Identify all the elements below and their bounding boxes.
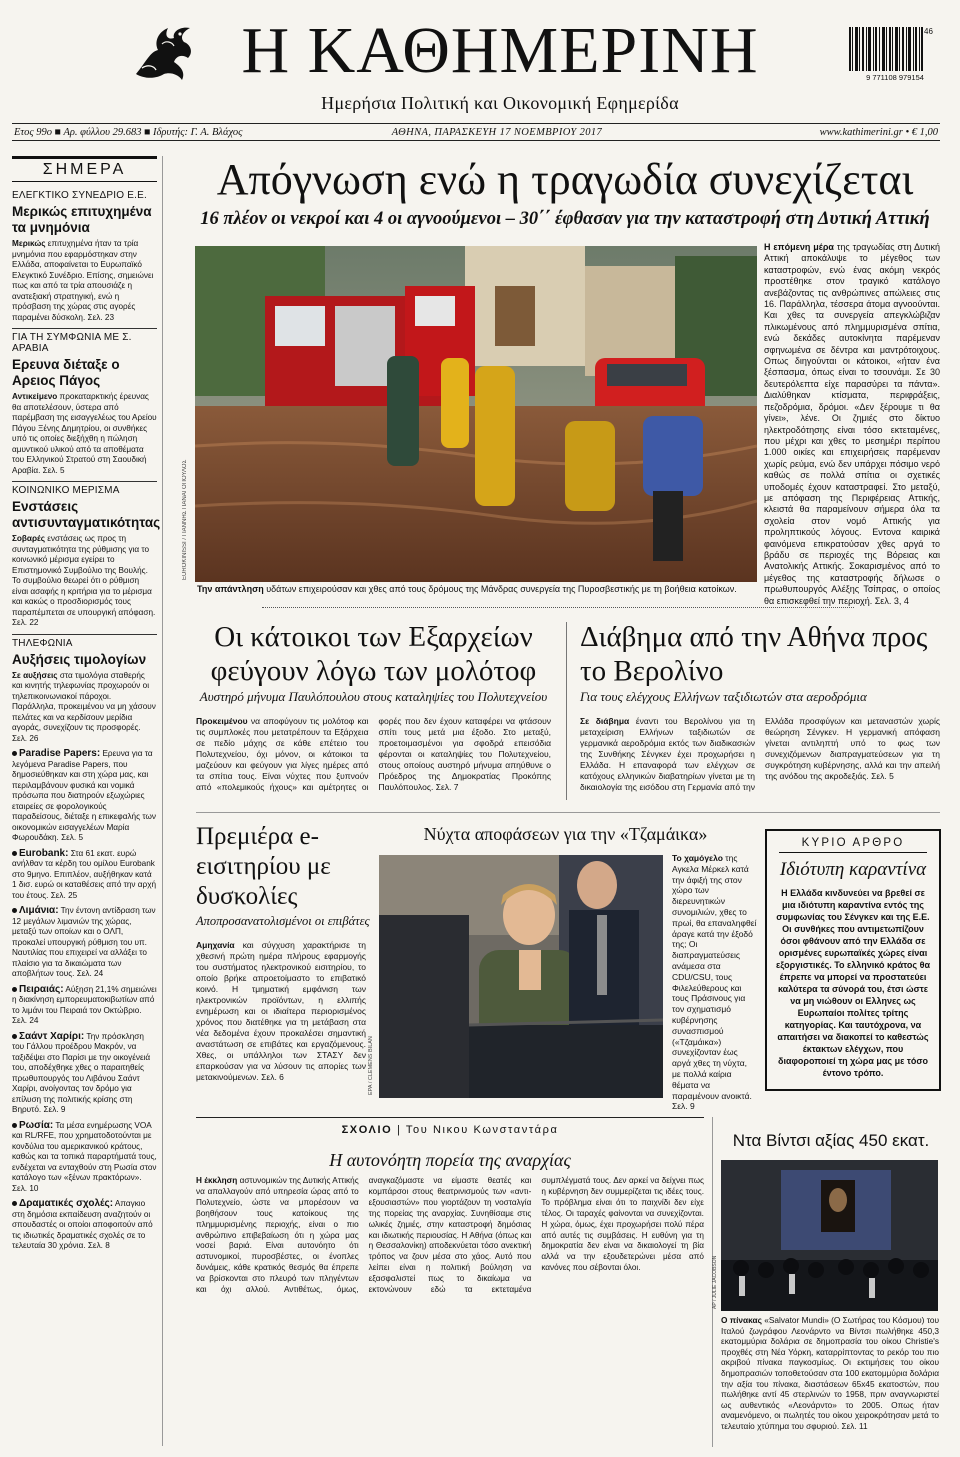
exarcheia-headline[interactable]: Οι κάτοικοι των Εξαρχείων φεύγουν λόγω των μολότοφ xyxy=(210,621,537,687)
photo-credit: EUROKINISSI / ΓΙΑΝΝΗΣ ΠΑΝΑΓΟΠΟΥΛΟΣ xyxy=(182,459,188,580)
sidebar-category: ΚΟΙΝΩΝΙΚΟ ΜΕΡΙΣΜΑ xyxy=(12,481,157,496)
sidebar-block[interactable] xyxy=(12,328,157,476)
sidebar-bullet[interactable]: Πειραιάς: Αύξηση 21,1% σημειώνει η διακίνηση εμπορευματοκιβωτίων από το λιμάνι του Πειραιά τον Οκτώβριο. Σελ. 24 xyxy=(12,983,157,1025)
editorial-box[interactable] xyxy=(765,829,941,1091)
exarcheia-subhead: Αυστηρό μήνυμα Παυλόπουλου στους καταληψίες του Πολυτεχνείου xyxy=(199,689,548,704)
ticket-body: Αμηχανία και σύγχυση χαρακτήρισε τη χθεσινή πρώτη ημέρα πλήρους εφαρμογής του συστήματος ηλεκτρονικού εισιτηρίου, το οποίο βρήκε απροετοίμαστο το επιβατικό κοινό. Η τμηματική εμφάνιση των ηλεκτρονικών προϊόντων, η ελλιπής ενημέρωση και οι ιδιαίτερα περιορισμένος χρόνος που διατέθηκε για τη μετάβαση στα νέα δεδομένα έχουν προκαλέσει σημαντική αναστάτωση σε επιβάτες και εργαζόμενους. Χθες, οι υπάλληλοι των ΣΤΑΣΥ δεν επαρκούσαν για να λύσουν τις απορίες των μετακινούμενων. Σελ. 6 xyxy=(196,940,366,1082)
berlin-subhead: Για τους ελέγχους Ελλήνων ταξιδιωτών στα αεροδρόμια xyxy=(580,689,867,704)
berlin-body: Σε διάβημα έναντι του Βερολίνου για τη μεταχείριση Ελλήνων ταξιδιωτών σε γερμανικά αεροδρόμια εκτός των διαδικασιών της Συνθήκης Σένγκεν έχει προχωρήσει η Ελλάδα. Η επαναφορά των ελέγχων σε κατόχους ελληνικών διαβατηρίων γίνεται με τη δικαιολογία της εισόδου στη Γερμανία από την Ελλάδα προσφύγων και μεταναστών χωρίς θεώρηση Σένγκεν. Η γερμανική απόφαση γίνεται αντιληπτή υπό το φως των συνεχιζόμενων διαπραγματεύσεων για τη συγκρότηση κυβέρνησης, αλλά και την απειλή της ανόδου της ακροδεξιάς. Σελ. 5 xyxy=(580,716,940,792)
bullet-icon xyxy=(12,851,17,856)
bullet-icon xyxy=(12,1034,17,1039)
sidebar-category: ΕΛΕΓΚΤΙΚΟ ΣΥΝΕΔΡΙΟ Ε.Ε. xyxy=(12,190,147,201)
comment-body: Η έκκληση αστυνομικών της Δυτικής Αττικής να απαλλαγούν από υπηρεσία ώρας από το Πολυτεχνείο, ώστε να μπορέσουν να βοηθήσουν τους κατοίκους της πλημμυρισμένης περιοχής, είναι ο πιο ανθρώπινο επιβεβαίωση ότι η χώρα μας νοσεί βαριά. Είναι αυτονόητο ότι αστυνομικοί, πυροσβέστες, οι ένοπλες δυνάμεις, κάθε κρατικός θεσμός θα έπρεπε να βρίσκονται στο πλευρό των πληγέντων και όχι αλλού. Αντιθέτως, όμως, αναγκαζόμαστε να είμαστε θεατές και κομπάρσοι στους θεατρινισμούς των «αντι-εξουσιαστών» που γιορτάζουν τη νοσταλγία της πορείας της αναρχίας. Συνηθίσαμε στις ωλικές ζημιές, στην καταστροφή δημόσιας και ιδιωτικής περιουσίας. Η Αθήνα (όπως και η Θεσσαλονίκη) αποδεκνύεται τόσο ανεκτική τρόπος να ζουν μέσα στο χάος. Αυτό που λείπει είναι η πολιτική βούληση να εξασφαλιστεί πως το δικαίωμα να εκτονώνουν εδώ τα εκτεταμένα συμπλέγματά τους. Δεν αρκεί να δείχνει πως η κυβέρνηση δεν συμμερίζεται τις ιδέες τους. Το πρόβλημα είναι ότι το παιχνίδι δεν είχε τέλος. Οι ταραχές φαίνονται να συνεχίζονται. Η χώρα, όμως, έχει προχωρήσει πολύ πέρα από αυτές τις συμβάσεις. Η ευθύνη για τη δημοκρατία δεν είναι να δικαιολογεί τη βία αλλά να την εξουδετερώνει μέσα από κανόνες που σέβονται όλοι. xyxy=(196,1176,704,1295)
masthead-title: Η ΚΑΘΗΜΕΡΙΝΗ xyxy=(241,14,759,87)
davinci-headline[interactable]: Ντα Βίντσι αξίας 450 εκατ. xyxy=(732,1131,930,1150)
section-divider xyxy=(196,812,940,813)
jamaica-headline[interactable]: Νύχτα αποφάσεων για την «Τζαμάικα» xyxy=(423,824,708,844)
jamaica-body: Το χαμόγελο της Αγκελα Μέρκελ κατά την άφιξή της στον χώρο των διερευνητικών συνομιλιών, χθες το πρωί, θα επαναληφθεί άραγε κατά την έξοδό της; Οι διαπραγματεύσεις ανάμεσα στα CDU/CSU, τους Φιλελεύθερους και τους Πράσινους για τον σχηματισμό κυβέρνησης συνασπισμού («Τζαμάικα») συνεχίζονταν έως αργά χθες τη νύχτα, με πολλά καίρια θέματα να παραμένουν ανοικτά. Σελ. 9 xyxy=(672,853,757,1112)
sidebar-headline[interactable]: Ερευνα διέταξε ο Αρειος Πάγος xyxy=(12,357,120,388)
sidebar-bullet[interactable]: Λιμάνια: Την έντονη αντίδραση των 12 μεγάλων λιμανιών της χώρας, μεταξύ των οποίων και ο ΟΛΠ, προκαλεί υπουργική ρύθμιση του υπ. Ναυτιλίας που επιχειρεί να αλλάξει το πλαίσιο για τα δικαιώματα των αποβλήτων τους. Σελ. 24 xyxy=(12,905,156,978)
info-bar xyxy=(12,123,940,141)
sidebar-text: Σε αυξήσεις στα τιμολόγια σταθερής και κινητής τηλεφωνίας προχωρούν οι τηλεπικοινωνιακοί πάροχοι. Παράλληλα, προκειμένου να μη χάσουν πελάτες και να κερδίσουν μερίδια αγοράς, συνεχίζουν τις προσφορές. Σελ. 26 xyxy=(12,670,156,743)
section-divider xyxy=(262,607,854,608)
editorial-label: ΚΥΡΙΟ ΑΡΘΡΟ xyxy=(779,837,927,853)
merkel-photo[interactable] xyxy=(379,855,663,1098)
exarcheia-body: Προκειμένου να αποφύγουν τις μολότοφ και τις συμπλοκές που μετατρέπουν τα Εξάρχεια σε πεδίο μάχης σε κάθε επέτειο του Πολυτεχνείου, όχι μόνον, οι κάτοικοι τα μαζεύουν και φεύγουν για λίγες ημέρες από τα σπίτια τους. Είναι νύχτες που ξυπνούν από «πολεμικούς ήχους» και αμέτρητες οι φορές που δεν έχουν καταφέρει να φτάσουν σπίτι τους μετά μια έξοδο. Στο μεταξύ, προετοιμασμένοι για σφοδρά επεισόδια φέρονται οι καταληψίες του Πολυτεχνείου, στους οποίους αυστηρό μήνυμα απηύθυνε ο Πρόεδρος της Δημοκρατίας Προκόπης Παυλόπουλος. Σελ. 7 xyxy=(196,716,551,792)
date-line: ΑΘΗΝΑ, ΠΑΡΑΣΚΕΥΗ 17 ΝΟΕΜΒΡΙΟΥ 2017 xyxy=(391,126,603,138)
main-story-body: Η επόμενη μέρα της τραγωδίας στη Δυτική Αττική αποκάλυψε το μέγεθος των καταστροφών, ενώ ένας ακόμη νεκρός προστέθηκε στον τραγικό κατάλογο ανεβάζοντας τις ανθρώπινες απώλειες στις 16. Παράλληλα, τέσσερα άτομα αγνοούνται. Και χθες τα συνεργεία απεγκλώβιζαν πλικωμένους από πλημμυρισμένα σπίτια, ενώ δεκάδες αυτοκίνητα παρέμεναν σφηνωμένα σε δέντρα και μαντρότοιχους. Οπως διηγούνται οι κάτοικοι, «ήταν ένα ξέσπασμα, όπως είναι το τσουνάμι. Σε 30 δευτερόλεπτα είχε παρασύρει τα πάντα». Διαλύθηκαν κτίσματα, περιφράξεις, πεζοδρόμια, δρόμοι. «Δεν ξέρουμε τι θα γίνει», λένε. Οι ζημιές στο δίκτυο ηλεκτροδότησης είναι τόσο εκτεταμένες, που μέχρι και χθες το μεσημέρι περίπου 1.000 οικίες και επιχειρήσεις παρέμεναν χωρίς ρεύμα, ενώ δεν υπάρχει πόσιμο νερό καθώς σε πολλά σπίτια οι σχετικές υποδομές έχουν καταστραφεί. Στο μεταξύ, με απόφαση της Περιφέρειας Αττικής, κλειστά θα παραμείνουν σήμερα όλα τα σχολεία στον νομό Αττικής για προληπτικούς λόγους. Εντονα καιρικά φαινόμενα επικρατούσαν χθες αργά το βράδυ σε περιοχές της Βόρειας και Ανατολικής Αττικής. Σοκαρισμένος από το μέγεθος της καταστροφής δήλωσε ο πρωθυπουργός Αλέξης Τσίπρας, ο οποίος θα επισκεφθεί την περιοχή. Σελ. 3, 4 xyxy=(764,242,941,606)
photo-caption: Την απάντληση υδάτων επιχειρούσαν και χθες από τους δρόμους της Μάνδρας συνεργεία της Πυροσβεστικής με τη βοήθεια κατοίκων. xyxy=(197,584,737,594)
griffin-logo-icon xyxy=(128,22,198,84)
ticket-headline[interactable]: Πρεμιέρα e-εισιτηρίου με δυσκολίες xyxy=(196,823,331,910)
editorial-title: Ιδιότυπη καραντίνα xyxy=(779,859,927,880)
photo-credit: AP / JULIE JACOBSON xyxy=(712,1255,718,1309)
bullet-icon xyxy=(12,1201,17,1206)
ticket-subhead: Αποπροσανατολισμένοι οι επιβάτες xyxy=(196,914,370,928)
sidebar-bullet[interactable]: Paradise Papers: Ερευνα για τα λεγόμενα Paradise Papers, που δημοσιεύθηκαν και στη χώρα μας, και περιλαμβάνουν φυσικά και νομικά πρόσωπα που διατηρούν εξωχώριες εταιρείες σε φορολογικούς παραδείσους, διέταξε η επικεφαλής των οικονομικών εισαγγελέων Μαρία Φωρουδάκη. Σελ. 5 xyxy=(12,748,156,842)
sidebar-headline[interactable]: Αυξήσεις τιμολογίων xyxy=(12,651,147,667)
sidebar-bullet[interactable]: Δραματικές σχολές: Απαγκιο στη δημόσια εκπαίδευση αναζητούν οι σπουδαστές οι οποίοι αποφοιτούν από τις ιδιωτικές δραματικές σχολές σε το τελευταία 30 χρόνια. Σελ. 8 xyxy=(12,1198,153,1250)
bullet-icon xyxy=(12,1123,17,1128)
photo-credit: EPA / CLEMENS BILAN xyxy=(368,1036,374,1095)
bullet-icon xyxy=(12,751,17,756)
column-divider xyxy=(566,622,567,800)
sidebar-category: ΓΙΑ ΤΗ ΣΥΜΦΩΝΙΑ ΜΕ Σ. ΑΡΑΒΙΑ xyxy=(12,328,157,354)
sidebar-bullet[interactable]: Eurobank: Στα 61 εκατ. ευρώ ανήλθαν τα κέρδη του ομίλου Eurobank στο 9μηνο. Επιπλέον, αυξήθηκαν κατά 1 δισ. ευρώ οι καταθέσεις από την αρχή του έτους. Σελ. 25 xyxy=(12,847,157,900)
sidebar-bullet[interactable]: Ρωσία: Τα μέσα ενημέρωσης VOA και RL/RFE, που χρηματοδοτούνται με κονδύλια του αμερικανικού κράτους, καθώς και τα τοπικά παραρτήματά τους, ενδέχεται να ενταχθούν στη Ρωσία στον κατάλογο των «ξένων πρακτόρων». Σελ. 10 xyxy=(12,1119,157,1193)
sidebar-text: Μερικώς επιτυχημένα ήταν τα τρία μνημόνια που εφαρμόστηκαν στην Ελλάδα, αποφαίνεται το Ευρωπαϊκό Ελεγκτικό Συνέδριο. Επίσης, σημειώνει πως και από τα τρία απουσιάζε η ανατεξιακή στρατηγική, ενώ η πρόσβαση της χώρας στις αγορές παραμένει δύσκολη. Σελ. 23 xyxy=(12,239,154,322)
comment-headline[interactable]: Η αυτονόητη πορεία της αναρχίας xyxy=(329,1150,571,1170)
sidebar-bullet[interactable]: Σαάντ Χαρίρι: Την πρόσκληση του Γάλλου προέδρου Μακρόν, να ταξιδέψει στο Παρίσι με την οικογένειά του, αποδέχθηκε χθες ο παραιτηθείς πρωθυπουργός του Λιβάνου Σαάντ Χαρίρι, ανοίγοντας τον δρόμο για επίλυση της πολιτικής κρίσης στη Βηρυτό. Σελ. 9 xyxy=(12,1030,151,1114)
sidebar-block[interactable] xyxy=(12,187,157,323)
main-subhead: 16 πλέον οι νεκροί και 4 οι αγνοούμενοι – 30΄΄ έφθασαν για την καταστροφή στη Δυτική Αττική xyxy=(200,209,930,229)
sidebar-text: Σοβαρές ενστάσεις ως προς τη συνταγματικότητα της ρύθμισης για το κοινωνικό μέρισμα εγείρει το Επιστημονικό Συμβούλιο της Βουλής. Το συμβούλιο θεωρεί ότι ο ρύθμιση είναι ασαφής η κριτήρια για το μέρισμα και κακώς ο προσδιορισμός τους παραπέμπεται σε υπουργική απόφαση. Σελ. 22 xyxy=(12,534,156,627)
masthead-subtitle: Ημερήσια Πολιτική και Οικονομική Εφημερίδα xyxy=(321,93,679,113)
auction-photo[interactable] xyxy=(721,1160,938,1311)
section-divider xyxy=(196,1117,704,1118)
sidebar-title: ΣΗΜΕΡΑ xyxy=(12,156,157,182)
sidebar-headline[interactable]: Μερικώς επιτυχημένα τα μνημόνια xyxy=(12,204,152,235)
sidebar-today xyxy=(12,156,161,1252)
editorial-body: Η Ελλάδα κινδυνεύει να βρεθεί σε μια ιδιότυπη καραντίνα εντός της συμφωνίας του Σένγκεν και της Ε.Ε. Οι συνθήκες που αντιμετωπίζουν όσοι φθάνουν από την Ελλάδα σε ορισμένες ευρωπαϊκές χώρες είναι εξοργιστικές. Το ελληνικό κράτος θα έπρεπε να μπορεί να προστατεύει καλύτερα τα σύνορά του, έτσι ώστε να μη νιώθουν οι Ελληνες ως Ευρωπαίοι πολίτες τρίτης κατηγορίας. Και ταυτόχρονα, να απαιτήσει να διακοπεί το καθεστώς έκτακτων ελέγχων, που διαφοροποιεί τη χώρα μας με τόσο έντονο τρόπο. xyxy=(776,888,930,1078)
davinci-body: Ο πίνακας «Salvator Mundi» (Ο Σωτήρας του Κόσμου) του Ιταλού ζωγράφου Λεονάρντο να Βίντσι πωλήθηκε 450,3 εκατομμύρια δολάρια σε δημοπρασία του οίκου Christie's προχθές στη Νέα Υόρκη, καταρρίπτοντας το ρεκόρ του πιο ακριβού πίνακα παγκοσμίως. Οι εκτιμήσεις του οίκου δημοπρασιών τοποθετούσαν στα 100 εκατομμύρια δολάρια την αξία του πίνακα, διαστάσεων 65x45 εκατοστών, που πωλήθηκε αντί 45 στερλινών το 1958, πριν αναγνωριστεί ως αυθεντικός «Λεονάρντο» το 2005. Οπως ήταν αναμενόμενο, οι πωλητές του οίκου χειροκρότησαν μετά το τελευταίο χτύπημα του σφυριού. Σελ. 11 xyxy=(721,1315,940,1431)
issue-info: Ετος 99ο ■ Αρ. φύλλου 29.683 ■ Ιδρυτής: Γ. Α. Βλάχος xyxy=(14,126,243,138)
bullet-icon xyxy=(12,987,17,992)
sidebar-headline[interactable]: Ενστάσεις αντισυνταγματικότητας xyxy=(12,499,161,530)
sidebar-block[interactable] xyxy=(12,634,157,745)
column-divider xyxy=(162,156,163,1446)
bullet-icon xyxy=(12,908,17,913)
sidebar-block[interactable] xyxy=(12,481,161,629)
barcode-issue: 46 xyxy=(924,27,933,36)
main-headline[interactable]: Απόγνωση ενώ η τραγωδία συνεχίζεται xyxy=(216,155,914,204)
sidebar-category: ΤΗΛΕΦΩΝΙΑ xyxy=(12,634,157,649)
website-price[interactable]: www.kathimerini.gr • € 1,00 xyxy=(819,126,938,138)
berlin-headline[interactable]: Διάβημα από την Αθήνα προς το Βερολίνο xyxy=(580,621,928,687)
barcode-number: 9 771108 979154 xyxy=(866,73,924,82)
comment-label: ΣΧΟΛΙΟ | Του Νικου Κωνσταντάρα xyxy=(341,1124,559,1136)
sidebar-text: Αντικείμενο προκαταρκτικής έρευνας θα αποτελέσουν, ύστερα από παρέμβαση της εισαγγελέως του Αρείου Πάγου Ξένης Δημητρίου, οι συνθήκες υπό τις οποίες διεξήχθη η πώληση αμυντικού υλικού από τα αποθέματα του Ελληνικού Στρατού στη Σαουδική Αραβία. Σελ. 5 xyxy=(12,392,157,475)
flood-photo[interactable] xyxy=(195,246,757,582)
